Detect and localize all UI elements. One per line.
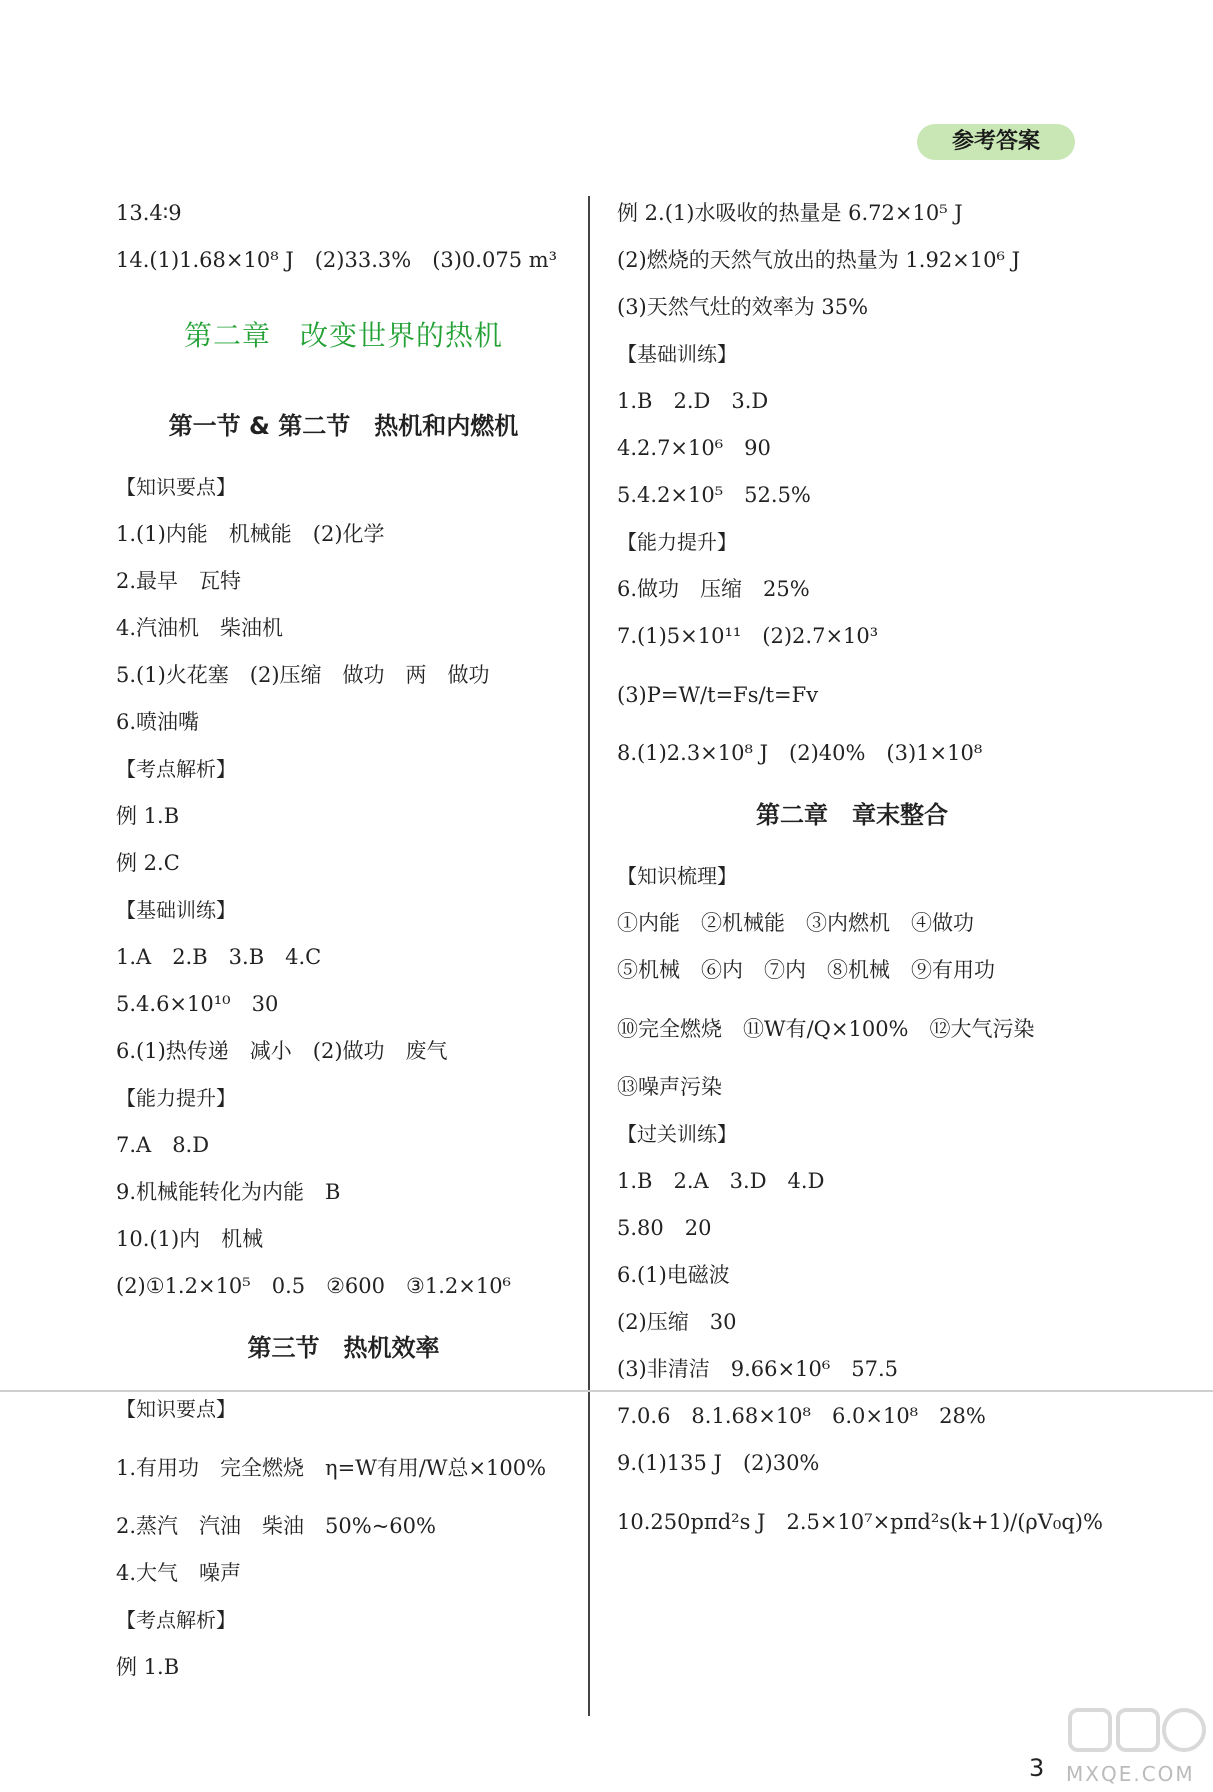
subsection-heading: 【基础训练】 [116,898,236,922]
answer-line: 1.B 2.D 3.D [617,389,769,413]
section-title: 第一节 & 第二节 热机和内燃机 [168,412,519,440]
answer-line: 例 2.(1)水吸收的热量是 6.72×10⁵ J [617,201,963,225]
chapter-title: 第二章 改变世界的热机 [183,319,503,352]
answer-line: (3)天然气灶的效率为 35% [617,295,869,319]
section-title: 第二章 章末整合 [756,801,948,829]
column-divider [588,196,590,1716]
formula-line: ⑩完全燃烧 ⑪W有/Q×100% ⑫大气污染 [617,1017,1035,1041]
answer-line: 6.(1)电磁波 [617,1263,730,1287]
answer-line: 9.机械能转化为内能 B [116,1180,341,1204]
answer-line: 13.4∶9 [116,201,182,225]
formula-line: 10.250pπd²s J 2.5×10⁷×pπd²s(k+1)/(ρV₀q)% [617,1510,1103,1534]
answer-line: 8.(1)2.3×10⁸ J (2)40% (3)1×10⁸ [617,741,983,765]
subsection-heading: 【知识要点】 [116,1397,236,1421]
answer-line: 例 1.B [116,1655,180,1679]
answer-line: 5.4.2×10⁵ 52.5% [617,483,811,507]
answer-line: (3)非清洁 9.66×10⁶ 57.5 [617,1357,898,1381]
answer-key-badge: 参考答案 [917,124,1075,160]
answer-line: 2.蒸汽 汽油 柴油 50%~60% [116,1514,436,1538]
section-title: 第三节 热机效率 [247,1334,440,1362]
answer-line: 7.(1)5×10¹¹ (2)2.7×10³ [617,624,879,648]
answer-line: 例 1.B [116,804,180,828]
subsection-heading: 【能力提升】 [116,1086,236,1110]
answer-line: 7.A 8.D [116,1133,210,1157]
right-column [617,190,1103,1557]
answer-line: 4.大气 噪声 [116,1561,242,1585]
answer-line: 5.4.6×10¹⁰ 30 [116,992,279,1016]
answer-line: (2)燃烧的天然气放出的热量为 1.92×10⁶ J [617,248,1021,272]
answer-line: 5.(1)火花塞 (2)压缩 做功 两 做功 [116,663,490,687]
answer-line: 2.最早 瓦特 [116,569,242,593]
answer-line: 1.(1)内能 机械能 (2)化学 [116,522,385,546]
answer-line: 1.A 2.B 3.B 4.C [116,945,322,969]
answer-line: 14.(1)1.68×10⁸ J (2)33.3% (3)0.075 m³ [116,248,558,272]
formula-line: 1.有用功 完全燃烧 η=W有用/W总×100% [116,1456,547,1480]
answer-line: 9.(1)135 J (2)30% [617,1451,820,1475]
answer-line: 6.(1)热传递 减小 (2)做功 废气 [116,1039,448,1063]
answer-line: 6.喷油嘴 [116,710,200,734]
answer-line: 1.B 2.A 3.D 4.D [617,1169,825,1193]
answer-line: ⑬噪声污染 [617,1075,722,1099]
answer-line: ①内能 ②机械能 ③内燃机 ④做功 [617,911,974,935]
subsection-heading: 【能力提升】 [617,530,737,554]
answer-line: 10.(1)内 机械 [116,1227,264,1251]
answer-line: 7.0.6 8.1.68×10⁸ 6.0×10⁸ 28% [617,1404,986,1428]
answer-line: 4.2.7×10⁶ 90 [617,436,771,460]
subsection-heading: 【过关训练】 [617,1122,737,1146]
answer-line: ⑤机械 ⑥内 ⑦内 ⑧机械 ⑨有用功 [617,958,995,982]
answer-line: 4.汽油机 柴油机 [116,616,284,640]
left-column [116,190,571,1691]
subsection-heading: 【考点解析】 [116,1608,236,1632]
formula-line: (3)P=W/t=Fs/t=Fv [617,683,819,707]
subsection-heading: 【知识要点】 [116,475,236,499]
answer-line: 6.做功 压缩 25% [617,577,810,601]
subsection-heading: 【考点解析】 [116,757,236,781]
page-number: 3 [1029,1754,1045,1782]
watermark-text: MXQE.COM [1066,1762,1195,1786]
subsection-heading: 【知识梳理】 [617,864,737,888]
answer-line: 5.80 20 [617,1216,712,1240]
answer-line: (2)压缩 30 [617,1310,737,1334]
answer-line: (2)①1.2×10⁵ 0.5 ②600 ③1.2×10⁶ [116,1274,511,1298]
answer-line: 例 2.C [116,851,180,875]
subsection-heading: 【基础训练】 [617,342,737,366]
